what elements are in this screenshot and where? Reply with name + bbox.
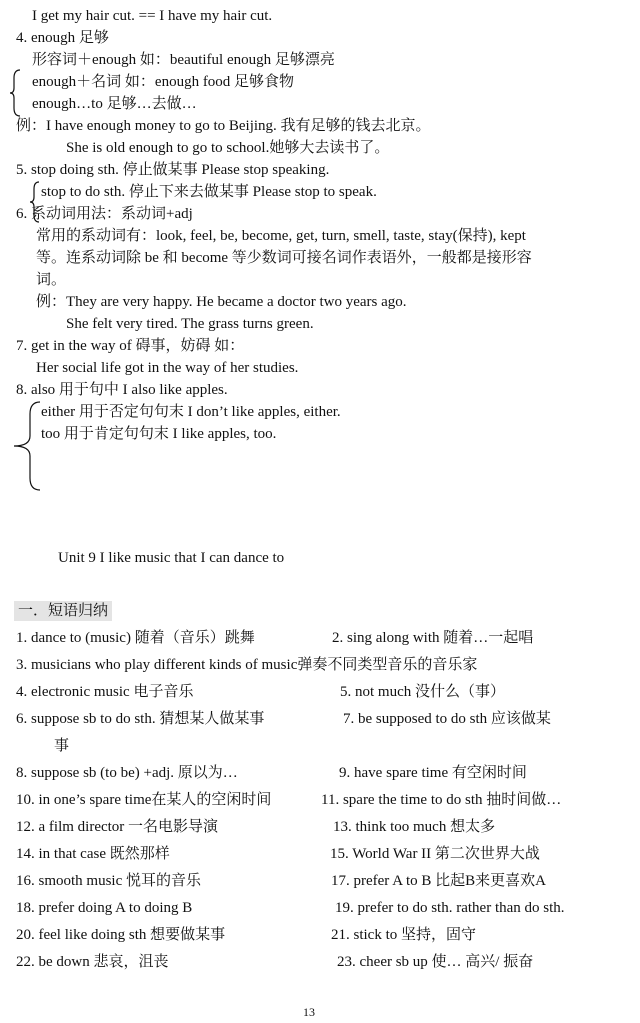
text-line: enough＋名词 如：enough food 足够食物: [32, 74, 295, 90]
phrase-left: 事: [54, 738, 70, 754]
phrase-right: 7. be supposed to do sth 应该做某: [343, 711, 551, 727]
item-5-heading: 5. stop doing sth. 停止做某事 Please stop speaking.: [16, 162, 330, 178]
item-4-heading: 4. enough 足够: [16, 30, 109, 46]
phrase-right: 23. cheer sb up 使… 高兴/ 振奋: [337, 954, 534, 970]
text-line: 常用的系动词有：look, feel, be, become, get, turn, smell, taste, stay(保持), kept: [36, 228, 526, 244]
text-line: 形容词＋enough 如：beautiful enough 足够漂亮: [32, 52, 335, 68]
example-line: She felt very tired. The grass turns green.: [66, 316, 314, 332]
phrase-left: 10. in one’s spare time在某人的空闲时间: [16, 792, 272, 808]
phrase-right: 9. have spare time 有空闲时间: [339, 765, 527, 781]
phrase-right: 2. sing along with 随着…一起唱: [332, 630, 534, 646]
page-number: 13: [303, 1005, 315, 1019]
text-line: 词。: [36, 272, 67, 288]
text-line: stop to do sth. 停止下来去做某事 Please stop to speak.: [41, 184, 377, 200]
unit-title: Unit 9 I like music that I can dance to: [58, 550, 285, 566]
phrase-left: 14. in that case 既然那样: [16, 846, 170, 862]
brace-icon: [8, 400, 44, 492]
phrase-left: 6. suppose sb to do sth. 猜想某人做某事: [16, 711, 265, 727]
example-line: Her social life got in the way of her studies.: [36, 360, 299, 376]
phrase-left: 3. musicians who play different kinds of music弹奏不同类型音乐的音乐家: [16, 657, 478, 673]
phrase-left: 4. electronic music 电子音乐: [16, 684, 194, 700]
phrase-right: 19. prefer to do sth. rather than do sth.: [335, 900, 565, 916]
phrase-left: 20. feel like doing sth 想要做某事: [16, 927, 226, 943]
phrase-right: 11. spare the time to do sth 抽时间做…: [321, 792, 562, 808]
item-8-heading: 8. also 用于句中 I also like apples.: [16, 382, 228, 398]
phrase-left: 8. suppose sb (to be) +adj. 原以为…: [16, 765, 238, 781]
phrase-left: 1. dance to (music) 随着（音乐）跳舞: [16, 630, 255, 646]
phrase-right: 17. prefer A to B 比起B来更喜欢A: [331, 873, 546, 889]
section-heading: 一．短语归纳: [14, 601, 112, 621]
phrase-right: 15. World War II 第二次世界大战: [330, 846, 540, 862]
phrase-right: 13. think too much 想太多: [333, 819, 496, 835]
phrase-right: 21. stick to 坚持，固守: [331, 927, 476, 943]
text-line: enough…to 足够…去做…: [32, 96, 197, 112]
item-6-heading: 6. 系动词用法：系动词+adj: [16, 206, 193, 222]
text-line: I get my hair cut. == I have my hair cut.: [32, 8, 273, 24]
example-line: She is old enough to go to school.她够大去读书了。: [66, 140, 390, 156]
text-line: either 用于否定句句末 I don’t like apples, either.: [41, 404, 341, 420]
phrase-left: 18. prefer doing A to doing B: [16, 900, 193, 916]
example-line: 例：I have enough money to go to Beijing. 我有足够的钱去北京。: [16, 118, 431, 134]
text-line: 等。连系动词除 be 和 become 等少数词可接名词作表语外，一般都是接形容: [36, 250, 532, 266]
example-line: 例：They are very happy. He became a doctor two years ago.: [36, 294, 407, 310]
brace-icon: [28, 180, 42, 224]
phrase-left: 12. a film director 一名电影导演: [16, 819, 219, 835]
phrase-right: 5. not much 没什么（事）: [340, 684, 505, 700]
text-line: too 用于肯定句句末 I like apples, too.: [41, 426, 277, 442]
phrase-left: 16. smooth music 悦耳的音乐: [16, 873, 202, 889]
phrase-left: 22. be down 悲哀，沮丧: [16, 954, 169, 970]
brace-icon: [8, 68, 24, 118]
item-7-heading: 7. get in the way of 碍事，妨碍 如：: [16, 338, 245, 354]
